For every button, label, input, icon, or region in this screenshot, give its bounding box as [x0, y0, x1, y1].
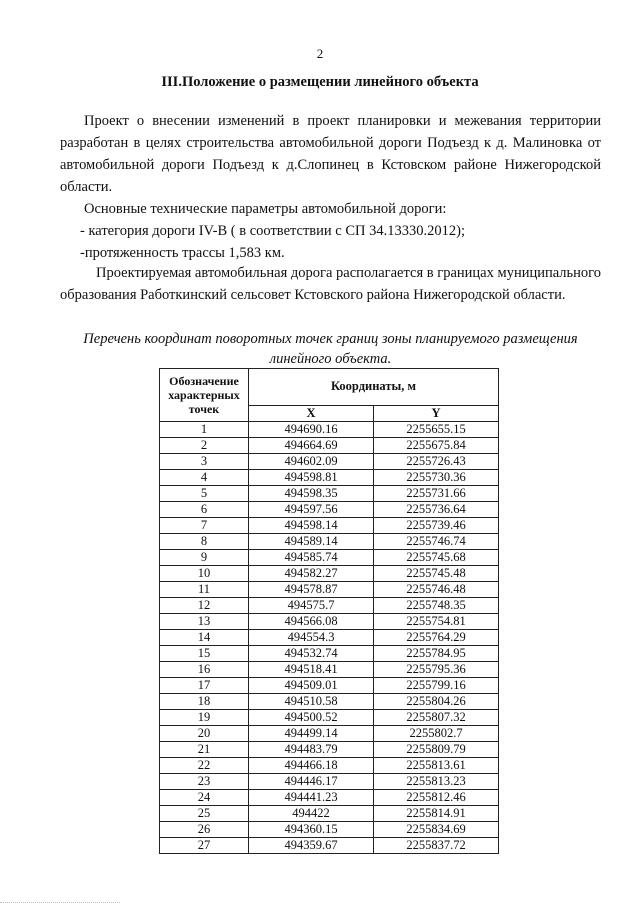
- cell-point-number: 17: [160, 678, 249, 694]
- cell-x: 494466.18: [249, 758, 374, 774]
- scan-artifact: [0, 899, 120, 903]
- coordinates-table: [159, 368, 499, 854]
- cell-x: 494597.56: [249, 502, 374, 518]
- cell-point-number: 20: [160, 726, 249, 742]
- cell-point-number: 10: [160, 566, 249, 582]
- table-row: [160, 614, 499, 630]
- cell-point-number: 14: [160, 630, 249, 646]
- cell-point-number: 15: [160, 646, 249, 662]
- cell-y: 2255726.43: [374, 454, 499, 470]
- header-y: Y: [374, 405, 499, 421]
- header-coordinates: Координаты, м: [249, 369, 499, 406]
- cell-x: 494578.87: [249, 582, 374, 598]
- cell-point-number: 23: [160, 774, 249, 790]
- cell-x: 494598.81: [249, 470, 374, 486]
- cell-x: 494359.67: [249, 838, 374, 854]
- project-description-paragraph: Проект о внесении изменений в проект планировки и межевания территории разработан в целях строительства автомобильной дороги Подъезд к д. Малиновка от автомобильной дороги Подъезд к д.Слопинец в Кстовском районе Нижегородской области.: [60, 113, 601, 195]
- coordinates-table-body: [160, 422, 499, 854]
- cell-x: 494598.14: [249, 518, 374, 534]
- cell-x: 494499.14: [249, 726, 374, 742]
- cell-point-number: 21: [160, 742, 249, 758]
- table-row: [160, 742, 499, 758]
- cell-point-number: 22: [160, 758, 249, 774]
- cell-y: 2255813.23: [374, 774, 499, 790]
- cell-point-number: 24: [160, 790, 249, 806]
- table-row: [160, 582, 499, 598]
- location-paragraph: Проектируемая автомобильная дорога располагается в границах муниципального образования Работкинский сельсовет Кстовского района Нижегородской области.: [60, 265, 601, 303]
- cell-y: 2255746.74: [374, 534, 499, 550]
- cell-y: 2255731.66: [374, 486, 499, 502]
- table-row: [160, 838, 499, 854]
- cell-x: 494441.23: [249, 790, 374, 806]
- table-row: [160, 774, 499, 790]
- cell-point-number: 27: [160, 838, 249, 854]
- header-x: X: [249, 405, 374, 421]
- cell-x: 494532.74: [249, 646, 374, 662]
- cell-x: 494582.27: [249, 566, 374, 582]
- cell-point-number: 11: [160, 582, 249, 598]
- cell-x: 494509.01: [249, 678, 374, 694]
- cell-x: 494690.16: [249, 422, 374, 438]
- cell-y: 2255834.69: [374, 822, 499, 838]
- cell-x: 494510.58: [249, 694, 374, 710]
- cell-x: 494360.15: [249, 822, 374, 838]
- technical-parameters: [60, 198, 601, 264]
- cell-y: 2255730.36: [374, 470, 499, 486]
- cell-point-number: 12: [160, 598, 249, 614]
- cell-point-number: 25: [160, 806, 249, 822]
- cell-y: 2255809.79: [374, 742, 499, 758]
- cell-y: 2255736.64: [374, 502, 499, 518]
- cell-x: 494483.79: [249, 742, 374, 758]
- cell-y: 2255748.35: [374, 598, 499, 614]
- cell-point-number: 4: [160, 470, 249, 486]
- cell-point-number: 5: [160, 486, 249, 502]
- table-row: [160, 646, 499, 662]
- cell-point-number: 3: [160, 454, 249, 470]
- cell-point-number: 19: [160, 710, 249, 726]
- cell-x: 494589.14: [249, 534, 374, 550]
- page-number: 2: [316, 46, 324, 61]
- cell-y: 2255795.36: [374, 662, 499, 678]
- cell-y: 2255802.7: [374, 726, 499, 742]
- table-caption: Перечень координат поворотных точек границ зоны планируемого размещения линейного объекта.: [83, 331, 578, 367]
- cell-y: 2255745.68: [374, 550, 499, 566]
- cell-y: 2255745.48: [374, 566, 499, 582]
- cell-point-number: 26: [160, 822, 249, 838]
- cell-y: 2255804.26: [374, 694, 499, 710]
- section-title: III.Положение о размещении линейного объекта: [161, 74, 479, 90]
- cell-point-number: 9: [160, 550, 249, 566]
- cell-y: 2255746.48: [374, 582, 499, 598]
- cell-y: 2255807.32: [374, 710, 499, 726]
- table-row: [160, 678, 499, 694]
- cell-point-number: 6: [160, 502, 249, 518]
- route-length: -протяженность трассы 1,583 км.: [80, 245, 285, 261]
- cell-y: 2255655.15: [374, 422, 499, 438]
- cell-y: 2255813.61: [374, 758, 499, 774]
- table-row: [160, 630, 499, 646]
- cell-point-number: 7: [160, 518, 249, 534]
- table-row: [160, 422, 499, 438]
- parameters-intro: Основные технические параметры автомобильной дороги:: [84, 201, 447, 217]
- table-row: [160, 438, 499, 454]
- cell-x: 494500.52: [249, 710, 374, 726]
- table-row: [160, 726, 499, 742]
- header-point-designation: Обозначение характерных точек: [160, 369, 249, 422]
- cell-x: 494422: [249, 806, 374, 822]
- road-category: - категория дороги IV-В ( в соответствии с СП 34.13330.2012);: [80, 223, 465, 239]
- cell-y: 2255675.84: [374, 438, 499, 454]
- table-row: [160, 566, 499, 582]
- cell-point-number: 16: [160, 662, 249, 678]
- cell-x: 494664.69: [249, 438, 374, 454]
- cell-y: 2255812.46: [374, 790, 499, 806]
- cell-point-number: 2: [160, 438, 249, 454]
- cell-x: 494518.41: [249, 662, 374, 678]
- cell-point-number: 13: [160, 614, 249, 630]
- cell-y: 2255814.91: [374, 806, 499, 822]
- table-row: [160, 534, 499, 550]
- cell-x: 494554.3: [249, 630, 374, 646]
- table-row: [160, 470, 499, 486]
- cell-x: 494566.08: [249, 614, 374, 630]
- cell-y: 2255784.95: [374, 646, 499, 662]
- table-row: [160, 806, 499, 822]
- table-row: [160, 598, 499, 614]
- table-row: [160, 662, 499, 678]
- cell-point-number: 8: [160, 534, 249, 550]
- cell-y: 2255799.16: [374, 678, 499, 694]
- table-row: [160, 550, 499, 566]
- cell-y: 2255754.81: [374, 614, 499, 630]
- cell-y: 2255739.46: [374, 518, 499, 534]
- table-row: [160, 758, 499, 774]
- table-row: [160, 694, 499, 710]
- cell-y: 2255764.29: [374, 630, 499, 646]
- cell-x: 494575.7: [249, 598, 374, 614]
- table-row: [160, 486, 499, 502]
- table-row: [160, 454, 499, 470]
- cell-x: 494585.74: [249, 550, 374, 566]
- cell-x: 494602.09: [249, 454, 374, 470]
- table-row: [160, 822, 499, 838]
- table-row: [160, 710, 499, 726]
- cell-x: 494446.17: [249, 774, 374, 790]
- table-row: [160, 790, 499, 806]
- cell-x: 494598.35: [249, 486, 374, 502]
- table-row: [160, 502, 499, 518]
- cell-point-number: 1: [160, 422, 249, 438]
- cell-point-number: 18: [160, 694, 249, 710]
- cell-y: 2255837.72: [374, 838, 499, 854]
- table-row: [160, 518, 499, 534]
